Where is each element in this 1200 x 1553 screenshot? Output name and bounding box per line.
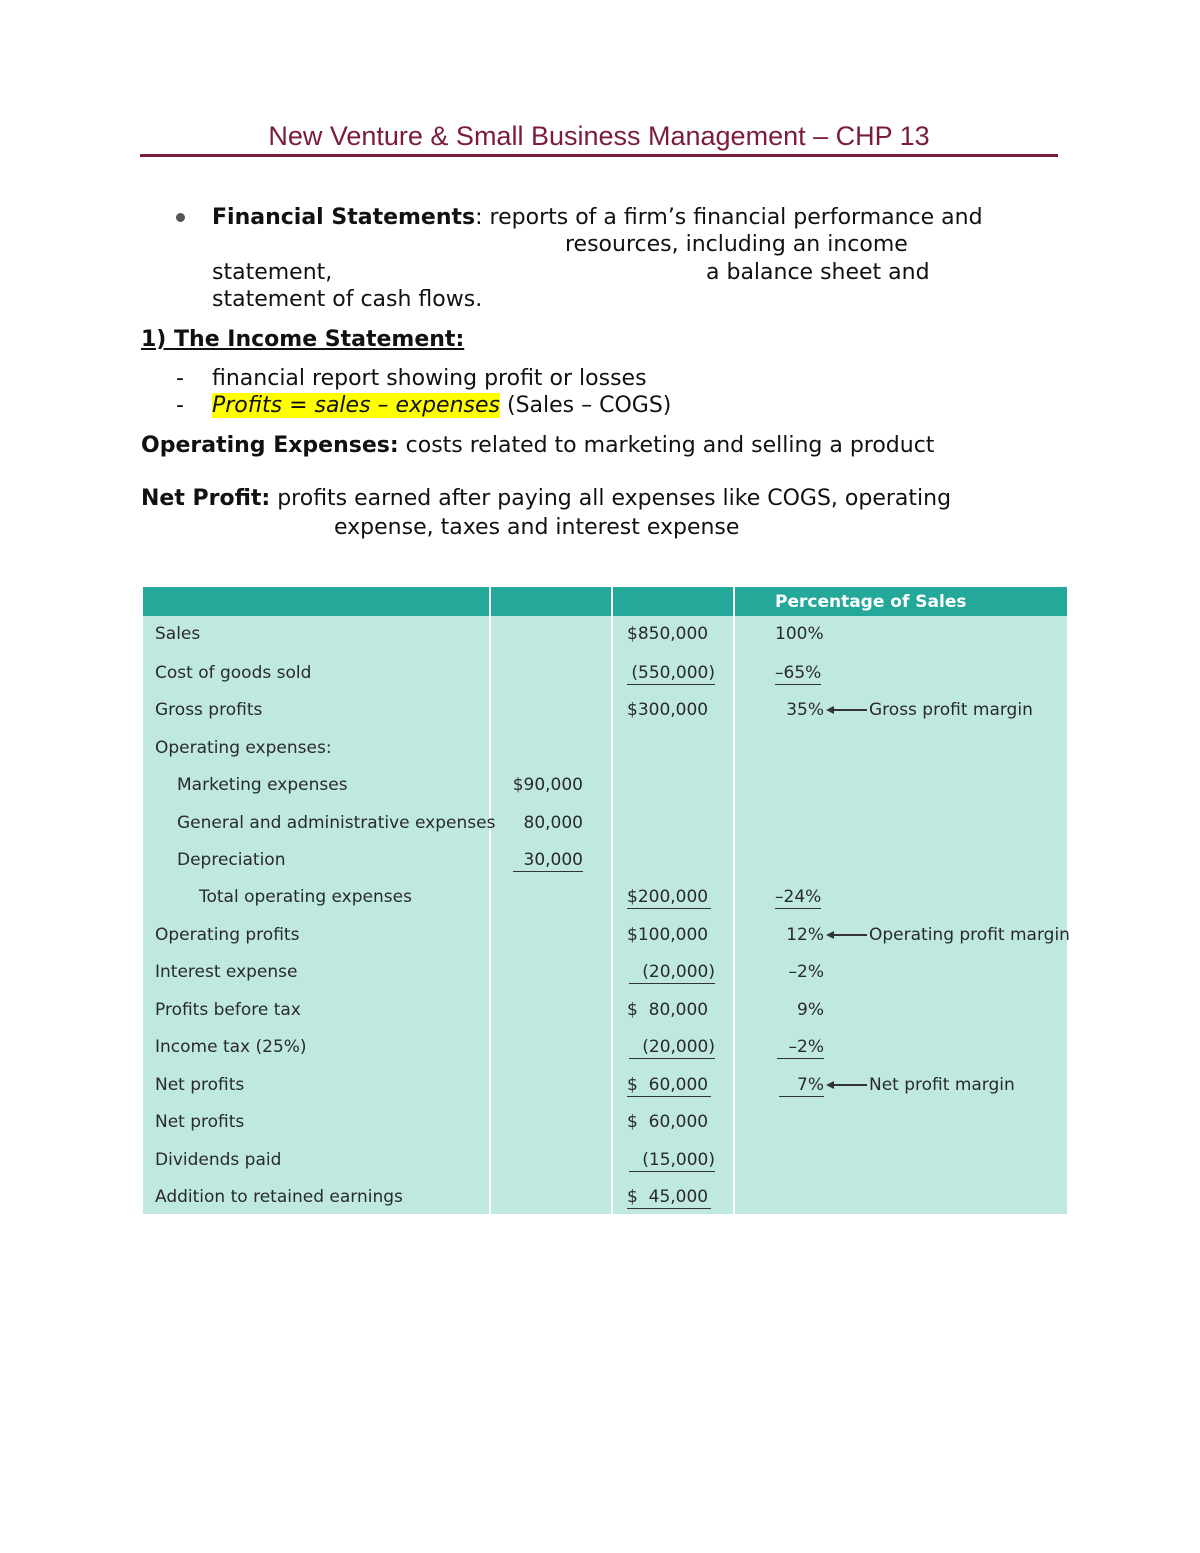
total-amount: $ 60,000 — [627, 1074, 711, 1097]
total-amount: $200,000 — [627, 886, 711, 909]
percentage-value: 100% — [775, 624, 824, 644]
percentage-value: –24% — [775, 887, 822, 907]
sub-amount: 80,000 — [523, 813, 583, 833]
row-label: Operating expenses: — [155, 738, 332, 758]
financial-statements-line4: statement of cash flows. — [212, 287, 483, 312]
row-label: Gross profits — [155, 700, 263, 720]
arrow-line — [833, 1084, 867, 1086]
total-amount: $100,000 — [627, 925, 709, 945]
total-amount: (20,000) — [629, 961, 715, 984]
percentage-value: –2% — [777, 1036, 824, 1059]
gross-profit-margin-note: Gross profit margin — [869, 700, 1033, 720]
dash-icon: - — [176, 366, 184, 391]
profit-formula-note: (Sales – COGS) — [500, 393, 672, 418]
profit-formula-highlight: Profits = sales – expenses — [212, 393, 500, 418]
percentage-value: 35% — [786, 700, 824, 720]
net-profit-margin-note: Net profit margin — [869, 1075, 1015, 1095]
row-label: Total operating expenses — [199, 887, 412, 907]
header-rule — [140, 154, 1058, 157]
row-label: Marketing expenses — [177, 775, 348, 795]
total-amount: (550,000) — [627, 662, 715, 685]
income-statement-table — [143, 587, 1070, 1214]
percentage-value: 12% — [786, 925, 824, 945]
row-label: Profits before tax — [155, 1000, 301, 1020]
income-statement-heading: 1) The Income Statement: — [141, 327, 465, 352]
percentage-value: 7% — [779, 1074, 824, 1097]
column-divider — [489, 587, 491, 1214]
row-label: Income tax (25%) — [155, 1037, 307, 1057]
financial-statements-line3b: a balance sheet and — [706, 260, 930, 285]
financial-statements-line3a: statement, — [212, 260, 333, 285]
financial-statements-def1: : reports of a firm’s financial performance and — [475, 205, 983, 230]
arrow-line — [833, 709, 867, 711]
net-profit-definition-line2: expense, taxes and interest expense — [334, 515, 740, 540]
financial-statements-line2: resources, including an income — [565, 232, 908, 257]
row-label: Net profits — [155, 1075, 245, 1095]
income-statement-bullet2 — [212, 392, 671, 420]
total-amount: $300,000 — [627, 700, 709, 720]
total-amount: (20,000) — [629, 1036, 715, 1059]
row-label: Net profits — [155, 1112, 245, 1132]
bullet-icon — [176, 213, 185, 222]
row-label: Depreciation — [177, 850, 286, 870]
row-label: General and administrative expenses — [177, 813, 496, 833]
sub-amount: 30,000 — [513, 849, 583, 872]
total-amount: $ 45,000 — [627, 1186, 711, 1209]
sub-amount: $90,000 — [512, 775, 583, 795]
operating-expenses-definition: Operating Expenses: costs related to marketing and selling a product — [141, 433, 935, 458]
percentage-value: –65% — [775, 663, 822, 683]
row-label: Interest expense — [155, 962, 298, 982]
net-profit-definition-line1: Net Profit: profits earned after paying all expenses like COGS, operating — [141, 486, 952, 511]
column-divider — [611, 587, 613, 1214]
operating-profit-margin-note: Operating profit margin — [869, 925, 1070, 945]
total-amount: $ 60,000 — [627, 1112, 709, 1132]
total-amount: $ 80,000 — [627, 1000, 709, 1020]
financial-statements-line1 — [212, 204, 983, 232]
total-amount: $850,000 — [627, 624, 709, 644]
percentage-value: 9% — [797, 1000, 824, 1020]
page-header-title: New Venture & Small Business Management – CHP 13 — [268, 121, 930, 151]
arrow-line — [833, 934, 867, 936]
total-amount: (15,000) — [629, 1149, 715, 1172]
column-divider — [733, 587, 735, 1214]
income-statement-bullet1: financial report showing profit or losses — [212, 366, 647, 391]
row-label: Addition to retained earnings — [155, 1187, 403, 1207]
row-label: Sales — [155, 624, 201, 644]
percentage-value: –2% — [788, 962, 824, 982]
dash-icon: - — [176, 393, 184, 418]
financial-statements-term: Financial Statements — [212, 205, 476, 230]
row-label: Dividends paid — [155, 1150, 282, 1170]
percentage-of-sales-header: Percentage of Sales — [775, 592, 967, 612]
row-label: Operating profits — [155, 925, 300, 945]
row-label: Cost of goods sold — [155, 663, 312, 683]
